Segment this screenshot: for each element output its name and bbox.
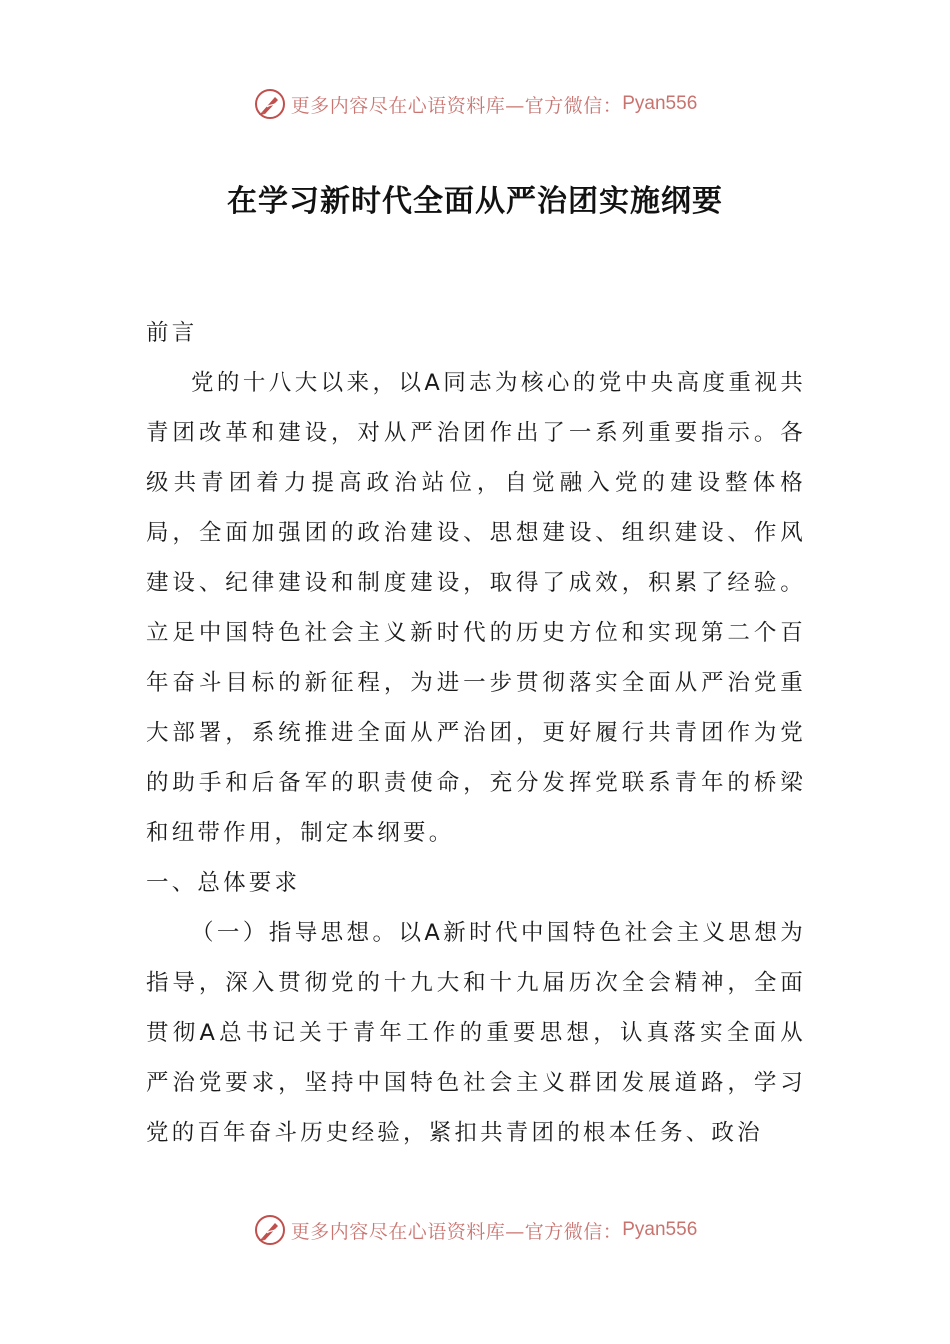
- watermark-wechat-id: Pyan556: [622, 1219, 698, 1240]
- watermark-wechat-id: Pyan556: [622, 93, 698, 114]
- section1-paragraph: （一）指导思想。以A新时代中国特色社会主义思想为指导，深入贯彻党的十九大和十九届历次全会精神，全面贯彻A总书记关于青年工作的重要思想，认真落实全面从严治党要求，坚持中国特色社会主义群团发展道路，学习党的百年奋斗历史经验，紧扣共青团的根本任务、政治: [146, 920, 806, 1146]
- document-body: [146, 308, 806, 1158]
- preface-paragraph: 党的十八大以来，以A同志为核心的党中央高度重视共青团改革和建设，对从严治团作出了一系列重要指示。各级共青团着力提高政治站位，自觉融入党的建设整体格局，全面加强团的政治建设、思想建设、组织建设、作风建设、纪律建设和制度建设，取得了成效，积累了经验。立足中国特色社会主义新时代的历史方位和实现第二个百年奋斗目标的新征程，为进一步贯彻落实全面从严治党重大部署，系统推进全面从严治团，更好履行共青团作为党的助手和后备军的职责使命，充分发挥党联系青年的桥梁和纽带作用，制定本纲要。: [146, 370, 806, 846]
- watermark-text: 更多内容尽在心语资料库—官方微信：: [290, 1220, 623, 1243]
- section1-heading: 一、总体要求: [146, 870, 301, 896]
- document-title: 在学习新时代全面从严治团实施纲要: [227, 184, 723, 219]
- pen-logo-icon: [253, 87, 287, 121]
- preface-heading: 前言: [146, 320, 198, 346]
- watermark-banner-top: [0, 84, 950, 124]
- watermark-text: 更多内容尽在心语资料库—官方微信：: [290, 94, 623, 117]
- pen-logo-icon: [253, 1213, 287, 1247]
- watermark-banner-bottom: [0, 1210, 950, 1250]
